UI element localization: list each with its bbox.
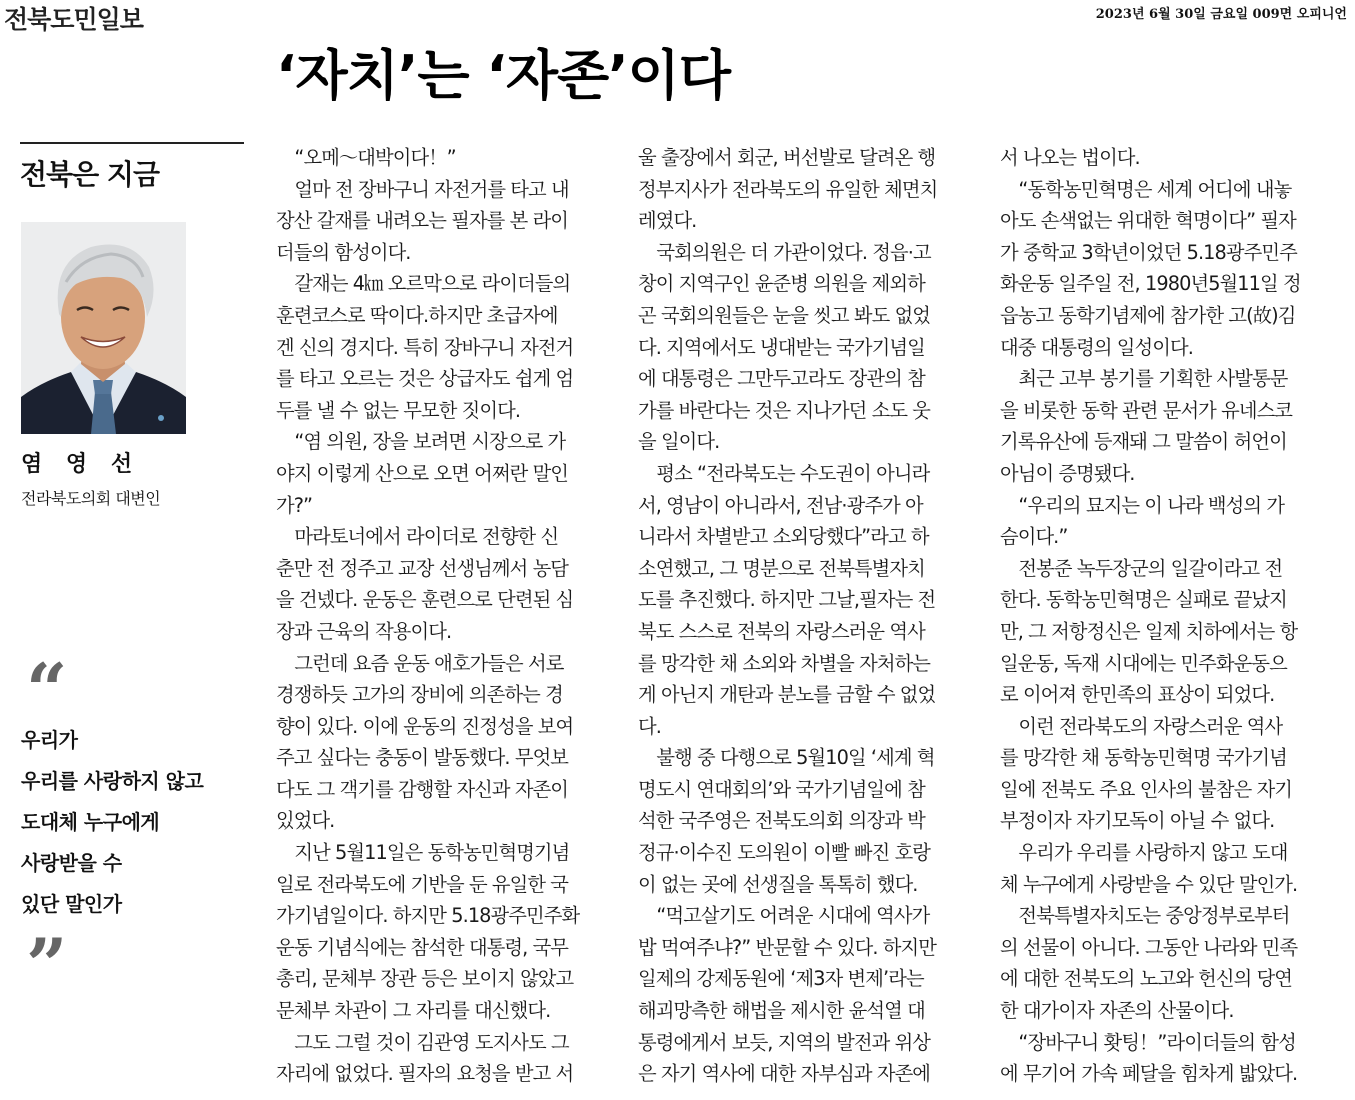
article-text-line: 가 중학교 3학년이었던 5.18광주민주 xyxy=(1000,240,1297,264)
author-portrait-icon xyxy=(21,222,186,434)
article-text-line: “우리의 묘지는 이 나라 백성의 가 xyxy=(1000,493,1285,517)
article-text-line: 대중 대통령의 일성이다. xyxy=(1000,335,1193,359)
article-text-line: 다. xyxy=(638,714,661,738)
article-text-line: 부정이자 자기모독이 아닐 수 없다. xyxy=(1000,809,1275,833)
article-text-line: 을 건넸다. 운동은 훈련으로 단련된 심 xyxy=(276,588,574,612)
article-text-line: 석한 국주영은 전북도의회 의장과 박 xyxy=(638,809,925,833)
article-text-line: 평소 “전라북도는 수도권이 아니라 xyxy=(638,461,930,485)
article-text-line: 불행 중 다행으로 5월10일 ‘세계 혁 xyxy=(638,746,935,770)
article-text-line: 자리에 없었다. 필자의 요청을 받고 서 xyxy=(276,1062,574,1086)
section-title: 전북은 지금 xyxy=(20,158,159,191)
newspaper-masthead: 전북도민일보 xyxy=(4,5,143,34)
article-text-line: 그도 그럴 것이 김관영 도지사도 그 xyxy=(276,1030,569,1054)
article-text-line: 훈련코스로 딱이다.하지만 초급자에 xyxy=(276,303,558,327)
article-text-line: 일로 전라북도에 기반을 둔 유일한 국 xyxy=(276,872,569,896)
article-text-line: 다. 지역에서도 냉대받는 국가기념일 xyxy=(638,335,925,359)
pull-quote-line: 우리가 xyxy=(21,728,78,752)
article-text-line: 을 비롯한 동학 관련 문서가 유네스코 xyxy=(1000,398,1293,422)
article-text-line: 국회의원은 더 가관이었다. 정읍·고 xyxy=(638,240,931,264)
author-name: 염 영 선 xyxy=(21,452,141,477)
article-text-line: 한 대가이자 자존의 산물이다. xyxy=(1000,999,1234,1023)
article-text-line: 이런 전라북도의 자랑스러운 역사 xyxy=(1000,714,1283,738)
article-text-line: 게 아닌지 개탄과 분노를 금할 수 없었 xyxy=(638,683,936,707)
article-text-line: 향이 있다. 이에 운동의 진정성을 보여 xyxy=(276,714,574,738)
article-text-line: 기록유산에 등재돼 그 말씀이 허언이 xyxy=(1000,430,1287,454)
dateline: 2023년 6월 30일 금요일 009면 오피니언 xyxy=(1095,7,1347,22)
article-text-line: 에 대한 전북도의 노고와 헌신의 당연 xyxy=(1000,967,1293,991)
article-text-line: 를 타고 오르는 것은 상급자도 쉽게 엄 xyxy=(276,367,574,391)
article-headline: ‘자치’는 ‘자존’이다 xyxy=(276,44,731,107)
article-text-line: “오메～대박이다！” xyxy=(276,146,456,169)
article-text-line: 슴이다.” xyxy=(1000,525,1068,549)
article-text-line: 가?” xyxy=(276,493,313,517)
article-text-line: 갈재는 4㎞ 오르막으로 라이더들의 xyxy=(276,272,571,296)
article-text-line: 명도시 연대회의’와 국가기념일에 참 xyxy=(638,777,925,801)
article-text-line: 최근 고부 봉기를 기획한 사발통문 xyxy=(1000,367,1288,391)
article-text-line: 다도 그 객기를 감행할 자신과 자존이 xyxy=(276,777,569,801)
article-text-line: 운동 기념식에는 참석한 대통령, 국무 xyxy=(276,935,569,959)
article-text-line: 가를 바란다는 것은 지나가던 소도 웃 xyxy=(638,398,931,422)
article-text-line: 야지 이렇게 산으로 오면 어쩌란 말인 xyxy=(276,461,569,485)
article-text-line: 을 일이다. xyxy=(638,430,720,454)
article-text-line: 정부지사가 전라북도의 유일한 체면치 xyxy=(638,177,938,201)
article-text-line: 얼마 전 장바구니 자전거를 타고 내 xyxy=(276,177,569,201)
article-text-line: 에 대통령은 그만두고라도 장관의 참 xyxy=(638,367,925,391)
article-text-line: 체 누구에게 사랑받을 수 있단 말인가. xyxy=(1000,872,1298,896)
article-text-line: 그런데 요즘 운동 애호가들은 서로 xyxy=(276,651,564,675)
article-text-line: 총리, 문체부 장관 등은 보이지 않았고 xyxy=(276,967,574,991)
article-text-line: 겐 신의 경지다. 특히 장바구니 자전거 xyxy=(276,335,574,359)
article-column-1 xyxy=(276,142,616,1090)
article-text-line: 마라토너에서 라이더로 전향한 신 xyxy=(276,525,559,549)
pull-quote-line: 도대체 누구에게 xyxy=(21,810,160,834)
article-text-line: “동학농민혁명은 세계 어디에 내놓 xyxy=(1000,177,1292,201)
article-text-line: 춘만 전 정주고 교장 선생님께서 농담 xyxy=(276,556,569,580)
article-text-line: 두를 낼 수 없는 무모한 짓이다. xyxy=(276,398,521,422)
article-text-line: 도를 추진했다. 하지만 그날,필자는 전 xyxy=(638,588,936,612)
article-text-line: 전북특별자치도는 중앙정부로부터 xyxy=(1000,904,1290,928)
article-text-line: 전봉준 녹두장군의 일갈이라고 전 xyxy=(1000,556,1283,580)
pull-quote-line: 사랑받을 수 xyxy=(21,851,122,875)
article-text-line: 경쟁하듯 고가의 장비에 의존하는 경 xyxy=(276,683,563,707)
article-text-line: 장과 근육의 작용이다. xyxy=(276,619,452,643)
article-text-line: 문체부 차관이 그 자리를 대신했다. xyxy=(276,999,551,1023)
article-text-line: 화운동 일주일 전, 1980년5월11일 정 xyxy=(1000,272,1301,296)
article-text-line: 를 망각한 채 동학농민혁명 국가기념 xyxy=(1000,746,1287,770)
article-text-line: 이 없는 곳에 선생질을 톡톡히 했다. xyxy=(638,872,918,896)
article-text-line: 일에 전북도 주요 인사의 불참은 자기 xyxy=(1000,777,1293,801)
article-text-line: 있었다. xyxy=(276,809,335,833)
article-text-line: 일운동, 독재 시대에는 민주화운동으 xyxy=(1000,651,1287,675)
author-photo xyxy=(21,222,186,434)
sidebar xyxy=(20,142,244,192)
article-text-line: 의 선물이 아니다. 그동안 나라와 민족 xyxy=(1000,935,1298,959)
article-text-line: 에 무기어 가속 페달을 힘차게 밟았다. xyxy=(1000,1062,1298,1086)
article-text-line: “염 의원, 장을 보려면 시장으로 가 xyxy=(276,430,566,454)
close-quote-icon: ” xyxy=(26,922,68,1007)
article-text-line: 아님이 증명됐다. xyxy=(1000,461,1135,485)
article-text-line: 밥 먹여주냐?” 반문할 수 있다. 하지만 xyxy=(638,935,936,959)
article-text-line: 울 출장에서 회군, 버선발로 달려온 행 xyxy=(638,146,936,169)
section-divider xyxy=(20,142,244,144)
article-text-line: “장바구니 홧팅！”라이더들의 함성 xyxy=(1000,1030,1296,1054)
article-text-line: 를 망각한 채 소외와 차별을 자처하는 xyxy=(638,651,931,675)
article-text-line: 레였다. xyxy=(638,209,697,233)
article-text-line: 우리가 우리를 사랑하지 않고 도대 xyxy=(1000,841,1288,865)
article-text-line: 지난 5월11일은 동학농민혁명기념 xyxy=(276,841,570,865)
article-text-line: 소연했고, 그 명분으로 전북특별자치 xyxy=(638,556,925,580)
article-column-3 xyxy=(1000,142,1340,1090)
article-text-line: “먹고살기도 어려운 시대에 역사가 xyxy=(638,904,930,928)
article-text-line: 로 이어져 한민족의 표상이 되었다. xyxy=(1000,683,1275,707)
article-text-line: 창이 지역구인 윤준병 의원을 제외하 xyxy=(638,272,925,296)
article-text-line: 한다. 동학농민혁명은 실패로 끝났지 xyxy=(1000,588,1287,612)
article-text-line: 곤 국회의원들은 눈을 씻고 봐도 없었 xyxy=(638,303,931,327)
article-column-2 xyxy=(638,142,978,1090)
article-text-line: 만, 그 저항정신은 일제 치하에서는 항 xyxy=(1000,619,1298,643)
author-role: 전라북도의회 대변인 xyxy=(21,489,161,508)
article-text-line: 서, 영남이 아니라서, 전남·광주가 아 xyxy=(638,493,923,517)
article-text-line: 장산 갈재를 내려오는 필자를 본 라이 xyxy=(276,209,569,233)
pull-quote-line: 우리를 사랑하지 않고 xyxy=(21,769,204,793)
pull-quote-line: 있단 말인가 xyxy=(21,892,122,916)
article-text-line: 아도 손색없는 위대한 혁명이다” 필자 xyxy=(1000,209,1296,233)
article-text-line: 해괴망측한 해법을 제시한 윤석열 대 xyxy=(638,999,925,1023)
article-text-line: 정규·이수진 도의원이 이빨 빠진 호랑 xyxy=(638,841,931,865)
article-text-line: 니라서 차별받고 소외당했다”라고 하 xyxy=(638,525,929,549)
pull-quote xyxy=(21,720,203,925)
article-text-line: 읍농고 동학기념제에 참가한 고(故)김 xyxy=(1000,303,1296,327)
article-text-line: 은 자기 역사에 대한 자부심과 자존에 xyxy=(638,1062,931,1086)
article-text-line: 더들의 함성이다. xyxy=(276,240,411,264)
article-text-line: 북도 스스로 전북의 자랑스러운 역사 xyxy=(638,619,925,643)
open-quote-icon: “ xyxy=(26,647,68,732)
article-text-line: 서 나오는 법이다. xyxy=(1000,146,1140,169)
article-text-line: 주고 싶다는 충동이 발동했다. 무엇보 xyxy=(276,746,569,770)
article-text-line: 가기념일이다. 하지만 5.18광주민주화 xyxy=(276,904,580,928)
article-text-line: 일제의 강제동원에 ‘제3자 변제’라는 xyxy=(638,967,924,991)
article-text-line: 통령에게서 보듯, 지역의 발전과 위상 xyxy=(638,1030,931,1054)
